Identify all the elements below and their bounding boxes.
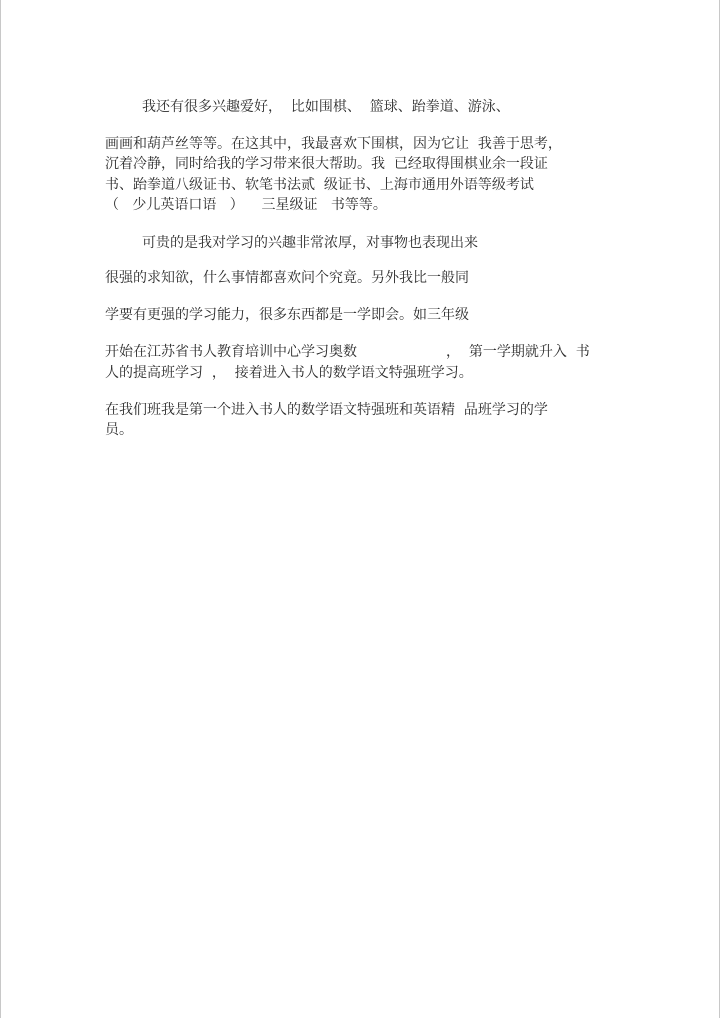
paragraph-2-line-7: 员。 [105,422,133,438]
paragraph-1-line-4: 书、跆拳道八级证书、软笔书法贰 级证书、上海市通用外语等级考试 [105,177,534,193]
paragraph-1-line-5: （ 少儿英语口语 ） 三星级证 书等等。 [105,197,387,213]
paragraph-2-line-3: 学要有更强的学习能力，很多东西都是一学即会。如三年级 [105,307,469,323]
paragraph-1-line-3: 沉着冷静，同时给我的学习带来很大帮助。我 已经取得围棋业余一段证 [105,156,548,172]
paragraph-1-line-2: 画画和葫芦丝等等。在这其中，我最喜欢下围棋，因为它让 我善于思考， [105,136,562,152]
paragraph-2-line-2: 很强的求知欲，什么事情都喜欢问个究竟。另外我比一般同 [105,270,469,286]
paragraph-1-line-1: 我还有很多兴趣爱好， 比如围棋、 篮球、跆拳道、游泳、 [142,99,510,115]
paragraph-2-line-4: 开始在江苏省书人教育培训中心学习奥数 ， 第一学期就升入 书 [105,344,590,360]
paragraph-2-line-6: 在我们班我是第一个进入书人的数学语文特强班和英语精 品班学习的学 [105,402,548,418]
paragraph-2-line-5: 人的提高班学习 ， 接着进入书人的数学语文特强班学习。 [105,365,473,381]
paragraph-2-line-1: 可贵的是我对学习的兴趣非常浓厚，对事物也表现出来 [142,235,478,251]
